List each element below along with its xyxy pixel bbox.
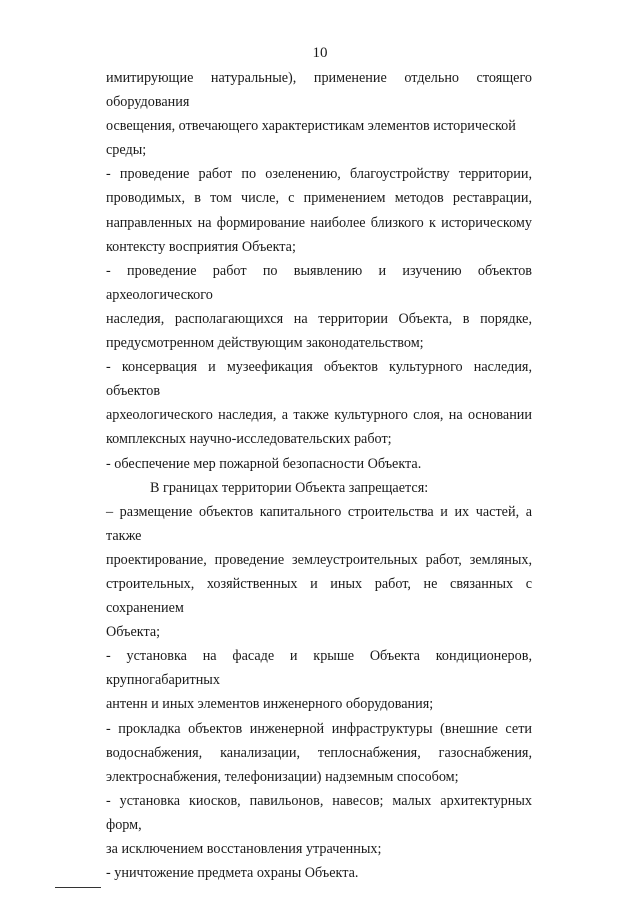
text-line: археологического наследия, а также культурного слоя, на основании: [106, 407, 532, 424]
footnote-separator: [55, 887, 101, 888]
text-line: за исключением восстановления утраченных;: [106, 841, 382, 857]
text-line: – размещение объектов капитального строительства и их частей, а также: [106, 503, 532, 544]
text-line: Объекта;: [106, 624, 161, 641]
text-line: - консервация и музеефикация объектов культурного наследия, объектов: [106, 359, 532, 400]
text-line: - прокладка объектов инженерной инфраструктуры (внешние сети: [106, 720, 532, 737]
text-line: контексту восприятия Объекта;: [106, 238, 296, 255]
text-line: строительных, хозяйственных и иных работ, не связанных с сохранением: [106, 575, 532, 617]
text-line: освещения, отвечающего характеристикам элементов исторической среды;: [106, 118, 516, 159]
page-number: 10: [312, 45, 328, 61]
text-line: проводимых, в том числе, с применением методов реставрации,: [106, 190, 532, 207]
text-line: предусмотренном действующим законодательством;: [106, 335, 424, 352]
text-line: - установка киосков, павильонов, навесов; малых архитектурных форм,: [106, 792, 532, 833]
text-line: наследия, располагающихся на территории Объекта, в порядке,: [106, 310, 532, 327]
text-line: направленных на формирование наиболее близкого к историческому: [106, 214, 532, 231]
text-line: - обеспечение мер пожарной безопасности Объекта.: [106, 455, 422, 472]
text-line: электроснабжения, телефонизации) надземным способом;: [106, 768, 459, 785]
section-heading: В границах территории Объекта запрещается:: [150, 479, 429, 496]
text-line: - уничтожение предмета охраны Объекта.: [106, 865, 359, 882]
text-line: имитирующие натуральные), применение отдельно стоящего оборудования: [106, 70, 532, 111]
text-line: - установка на фасаде и крыше Объекта кондиционеров, крупногабаритных: [106, 648, 532, 689]
text-line: - проведение работ по озеленению, благоустройству территории,: [106, 166, 532, 183]
text-line: - проведение работ по выявлению и изучению объектов археологического: [106, 262, 532, 303]
text-line: комплексных научно-исследовательских работ;: [106, 431, 392, 448]
text-line: проектирование, проведение землеустроительных работ, земляных,: [106, 551, 532, 568]
text-line: водоснабжения, канализации, теплоснабжения, газоснабжения,: [106, 744, 532, 761]
document-body: [106, 66, 532, 885]
text-line: антенн и иных элементов инженерного оборудования;: [106, 696, 434, 713]
